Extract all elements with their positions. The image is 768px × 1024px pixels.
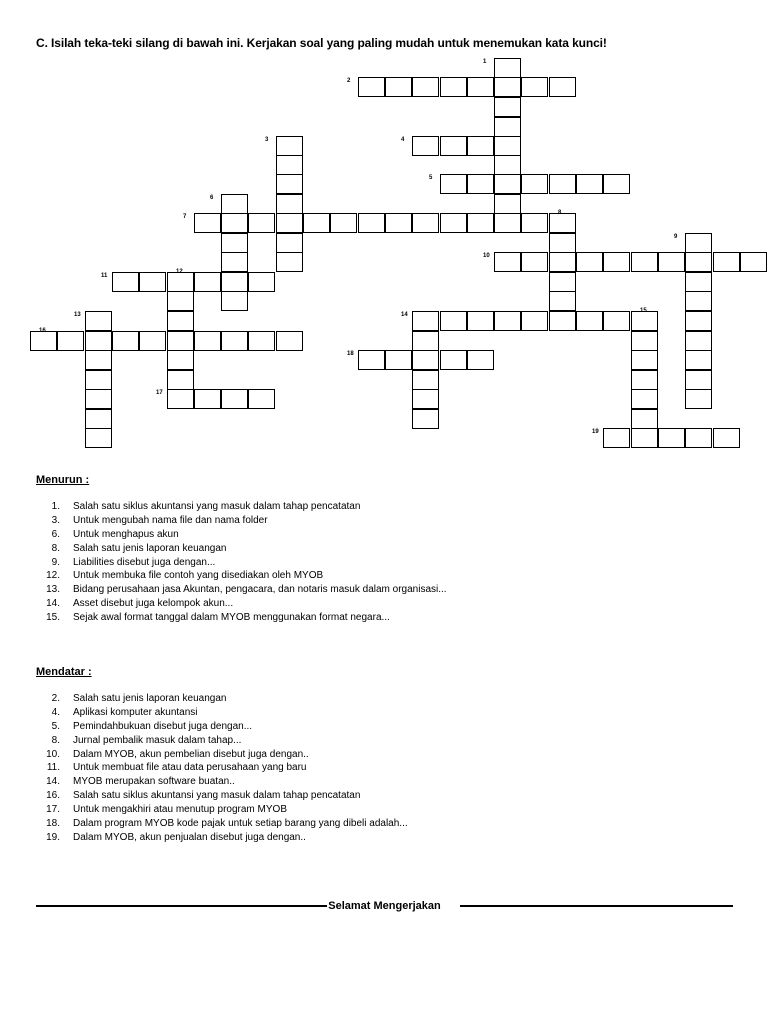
crossword-cell[interactable] [276,252,303,272]
crossword-cell[interactable] [549,174,576,194]
clue-number: 9 [674,234,678,240]
clue-num: 11. [46,762,60,774]
clue-number: 13 [74,312,81,318]
clue-item [36,597,447,611]
crossword-cell[interactable] [713,252,740,272]
crossword-cell[interactable] [521,311,548,331]
clue-number: 12 [176,269,183,275]
crossword-cell[interactable] [85,311,112,331]
crossword-cell[interactable] [658,428,685,448]
crossword-grid [0,0,768,460]
crossword-cell[interactable] [440,136,467,156]
crossword-cell[interactable] [167,350,194,370]
clue-num: 19. [46,831,60,843]
crossword-cell[interactable] [303,213,330,233]
clue-number: 19 [592,429,599,435]
clue-num: 18. [46,818,60,830]
clue-text: Salah satu jenis laporan keuangan [73,542,227,554]
crossword-cell[interactable] [494,252,521,272]
crossword-cell[interactable] [194,213,221,233]
clue-item [36,692,408,706]
crossword-cell[interactable] [576,252,603,272]
crossword-cell[interactable] [494,77,521,97]
clue-num: 8. [51,734,60,746]
crossword-cell[interactable] [576,174,603,194]
crossword-cell[interactable] [713,428,740,448]
clue-number: 4 [401,137,405,143]
crossword-cell[interactable] [85,389,112,409]
crossword-cell[interactable] [631,311,658,331]
clue-num: 14. [46,598,60,610]
crossword-cell[interactable] [549,77,576,97]
crossword-cell[interactable] [358,213,385,233]
page-title: C. Isilah teka-teki silang di bawah ini. Kerjakan soal yang paling mudah untuk menemukan kata kunci! [36,36,607,50]
footer [36,898,733,914]
crossword-cell[interactable] [631,409,658,429]
crossword-cell[interactable] [549,272,576,292]
crossword-cell[interactable] [248,272,275,292]
clue-num: 13. [46,584,60,596]
crossword-cell[interactable] [412,213,439,233]
crossword-cell[interactable] [30,331,57,351]
clue-number: 8 [558,210,562,216]
crossword-cell[interactable] [631,389,658,409]
clue-number: 2 [347,78,351,84]
crossword-cell[interactable] [167,389,194,409]
crossword-cell[interactable] [167,331,194,351]
crossword-cell[interactable] [631,350,658,370]
clue-text: Untuk membuat file atau data perusahaan yang baru [73,762,307,774]
crossword-cell[interactable] [385,350,412,370]
crossword-cell[interactable] [521,213,548,233]
clue-number: 16 [39,328,46,334]
crossword-cell[interactable] [194,389,221,409]
clue-item [36,528,447,542]
clue-text: Asset disebut juga kelompok akun... [73,598,234,610]
clue-num: 10. [46,748,60,760]
crossword-cell[interactable] [740,252,767,272]
crossword-cell[interactable] [631,370,658,390]
crossword-cell[interactable] [467,213,494,233]
crossword-cell[interactable] [412,77,439,97]
crossword-cell[interactable] [658,252,685,272]
down-clue-list [36,500,447,625]
clue-item [36,775,408,789]
clue-text: Dalam MYOB, akun pembelian disebut juga dengan.. [73,748,309,760]
crossword-cell[interactable] [494,213,521,233]
clue-number: 11 [101,273,108,279]
clue-text: Untuk mengubah nama file dan nama folder [73,514,268,526]
clue-item [36,803,408,817]
crossword-cell[interactable] [167,370,194,390]
crossword-cell[interactable] [412,331,439,351]
crossword-cell[interactable] [521,77,548,97]
crossword-cell[interactable] [467,311,494,331]
clue-number: 7 [183,214,187,220]
clue-item [36,542,447,556]
clue-item [36,500,447,514]
clue-item [36,734,408,748]
crossword-cell[interactable] [549,311,576,331]
crossword-cell[interactable] [440,174,467,194]
crossword-cell[interactable] [603,174,630,194]
crossword-cell[interactable] [685,272,712,292]
crossword-cell[interactable] [221,252,248,272]
clue-item [36,556,447,570]
clue-text: Liabilities disebut juga dengan... [73,556,216,568]
clue-item [36,748,408,762]
crossword-cell[interactable] [248,389,275,409]
clue-item [36,817,408,831]
clue-text: MYOB merupakan software buatan.. [73,776,235,788]
crossword-cell[interactable] [494,311,521,331]
crossword-cell[interactable] [521,252,548,272]
clue-num: 2. [51,693,60,704]
clue-num: 14. [46,776,60,788]
crossword-cell[interactable] [85,331,112,351]
crossword-cell[interactable] [603,311,630,331]
clue-number: 10 [483,253,490,259]
crossword-cell[interactable] [467,350,494,370]
clue-num: 1. [51,501,60,512]
crossword-cell[interactable] [576,311,603,331]
crossword-cell[interactable] [167,291,194,311]
crossword-cell[interactable] [685,252,712,272]
clue-item [36,514,447,528]
clue-num: 4. [51,706,60,718]
crossword-cell[interactable] [412,311,439,331]
clue-number: 18 [347,351,354,357]
crossword-cell[interactable] [221,331,248,351]
crossword-cell[interactable] [494,97,521,117]
crossword-cell[interactable] [685,389,712,409]
clue-text: Aplikasi komputer akuntansi [73,706,198,718]
clue-item [36,761,408,775]
crossword-cell[interactable] [603,252,630,272]
clue-text: Salah satu siklus akuntansi yang masuk dalam tahap pencatatan [73,790,361,802]
crossword-cell[interactable] [685,370,712,390]
clue-text: Untuk membuka file contoh yang disediakan oleh MYOB [73,570,324,582]
crossword-cell[interactable] [494,155,521,175]
crossword-cell[interactable] [276,213,303,233]
clue-text: Jurnal pembalik masuk dalam tahap... [73,734,242,746]
crossword-cell[interactable] [221,272,248,292]
clue-text: Dalam MYOB, akun penjualan disebut juga dengan.. [73,831,306,843]
crossword-cell[interactable] [194,272,221,292]
crossword-cell[interactable] [440,213,467,233]
crossword-cell[interactable] [221,389,248,409]
crossword-cell[interactable] [194,331,221,351]
crossword-cell[interactable] [221,291,248,311]
crossword-cell[interactable] [167,272,194,292]
crossword-cell[interactable] [112,331,139,351]
crossword-cell[interactable] [112,272,139,292]
clue-item [36,569,447,583]
crossword-cell[interactable] [221,233,248,253]
clue-number: 1 [483,59,487,65]
down-heading: Menurun : [36,474,90,486]
clue-num: 3. [51,514,60,526]
clue-num: 12. [46,570,60,582]
crossword-cell[interactable] [221,213,248,233]
crossword-cell[interactable] [549,233,576,253]
clue-num: 15. [46,612,60,624]
crossword-cell[interactable] [685,428,712,448]
crossword-cell[interactable] [139,331,166,351]
clue-num: 6. [51,528,60,540]
clue-item [36,831,408,845]
across-clue-list [36,692,408,845]
crossword-cell[interactable] [139,272,166,292]
clue-item [36,583,447,597]
clue-text: Salah satu jenis laporan keuangan [73,693,227,704]
crossword-cell[interactable] [549,291,576,311]
clue-text: Untuk mengakhiri atau menutup program MYOB [73,804,287,816]
crossword-cell[interactable] [685,331,712,351]
crossword-cell[interactable] [330,213,357,233]
crossword-cell[interactable] [85,428,112,448]
clue-text: Untuk menghapus akun [73,528,179,540]
crossword-cell[interactable] [276,174,303,194]
clue-number: 5 [429,175,433,181]
crossword-cell[interactable] [494,194,521,214]
crossword-cell[interactable] [412,350,439,370]
clue-number: 14 [401,312,408,318]
crossword-cell[interactable] [412,389,439,409]
crossword-cell[interactable] [631,428,658,448]
crossword-cell[interactable] [276,136,303,156]
clue-text: Pemindahbukuan disebut juga dengan... [73,720,253,732]
crossword-cell[interactable] [412,370,439,390]
clue-num: 5. [51,720,60,732]
clue-item [36,789,408,803]
clue-num: 9. [51,556,60,568]
crossword-cell[interactable] [494,58,521,78]
crossword-cell[interactable] [358,77,385,97]
clue-number: 15 [640,308,647,314]
crossword-cell[interactable] [385,77,412,97]
crossword-cell[interactable] [467,77,494,97]
across-heading: Mendatar : [36,666,92,678]
clue-text: Sejak awal format tanggal dalam MYOB menggunakan format negara... [73,612,390,624]
crossword-cell[interactable] [685,350,712,370]
clue-num: 17. [46,804,60,816]
crossword-cell[interactable] [57,331,84,351]
crossword-cell[interactable] [85,409,112,429]
clue-text: Dalam program MYOB kode pajak untuk setiap barang yang dibeli adalah... [73,818,408,830]
crossword-cell[interactable] [248,331,275,351]
footer-text: Selamat Mengerjakan [328,900,441,912]
crossword-cell[interactable] [276,331,303,351]
clue-num: 16. [46,790,60,802]
crossword-cell[interactable] [276,155,303,175]
crossword-cell[interactable] [167,311,194,331]
crossword-cell[interactable] [276,233,303,253]
crossword-cell[interactable] [521,174,548,194]
crossword-cell[interactable] [358,350,385,370]
crossword-cell[interactable] [85,370,112,390]
crossword-cell[interactable] [440,77,467,97]
crossword-cell[interactable] [440,311,467,331]
crossword-cell[interactable] [603,428,630,448]
clue-item [36,706,408,720]
crossword-cell[interactable] [221,194,248,214]
crossword-cell[interactable] [494,117,521,137]
crossword-cell[interactable] [549,252,576,272]
crossword-cell[interactable] [631,252,658,272]
clue-text: Bidang perusahaan jasa Akuntan, pengacara, dan notaris masuk dalam organisasi... [73,584,447,596]
crossword-cell[interactable] [631,331,658,351]
crossword-cell[interactable] [467,136,494,156]
crossword-cell[interactable] [412,136,439,156]
clue-number: 6 [210,195,214,201]
crossword-cell[interactable] [685,233,712,253]
crossword-cell[interactable] [276,194,303,214]
crossword-cell[interactable] [685,311,712,331]
crossword-cell[interactable] [467,174,494,194]
crossword-cell[interactable] [440,350,467,370]
crossword-cell[interactable] [385,213,412,233]
clue-item [36,611,447,625]
crossword-cell[interactable] [549,213,576,233]
clue-number: 3 [265,137,269,143]
crossword-cell[interactable] [248,213,275,233]
crossword-cell[interactable] [685,291,712,311]
clue-number: 17 [156,390,163,396]
clue-text: Salah satu siklus akuntansi yang masuk dalam tahap pencatatan [73,501,361,512]
crossword-cell[interactable] [412,409,439,429]
crossword-cell[interactable] [494,136,521,156]
crossword-cell[interactable] [494,174,521,194]
clue-num: 8. [51,542,60,554]
clue-item [36,720,408,734]
crossword-cell[interactable] [85,350,112,370]
